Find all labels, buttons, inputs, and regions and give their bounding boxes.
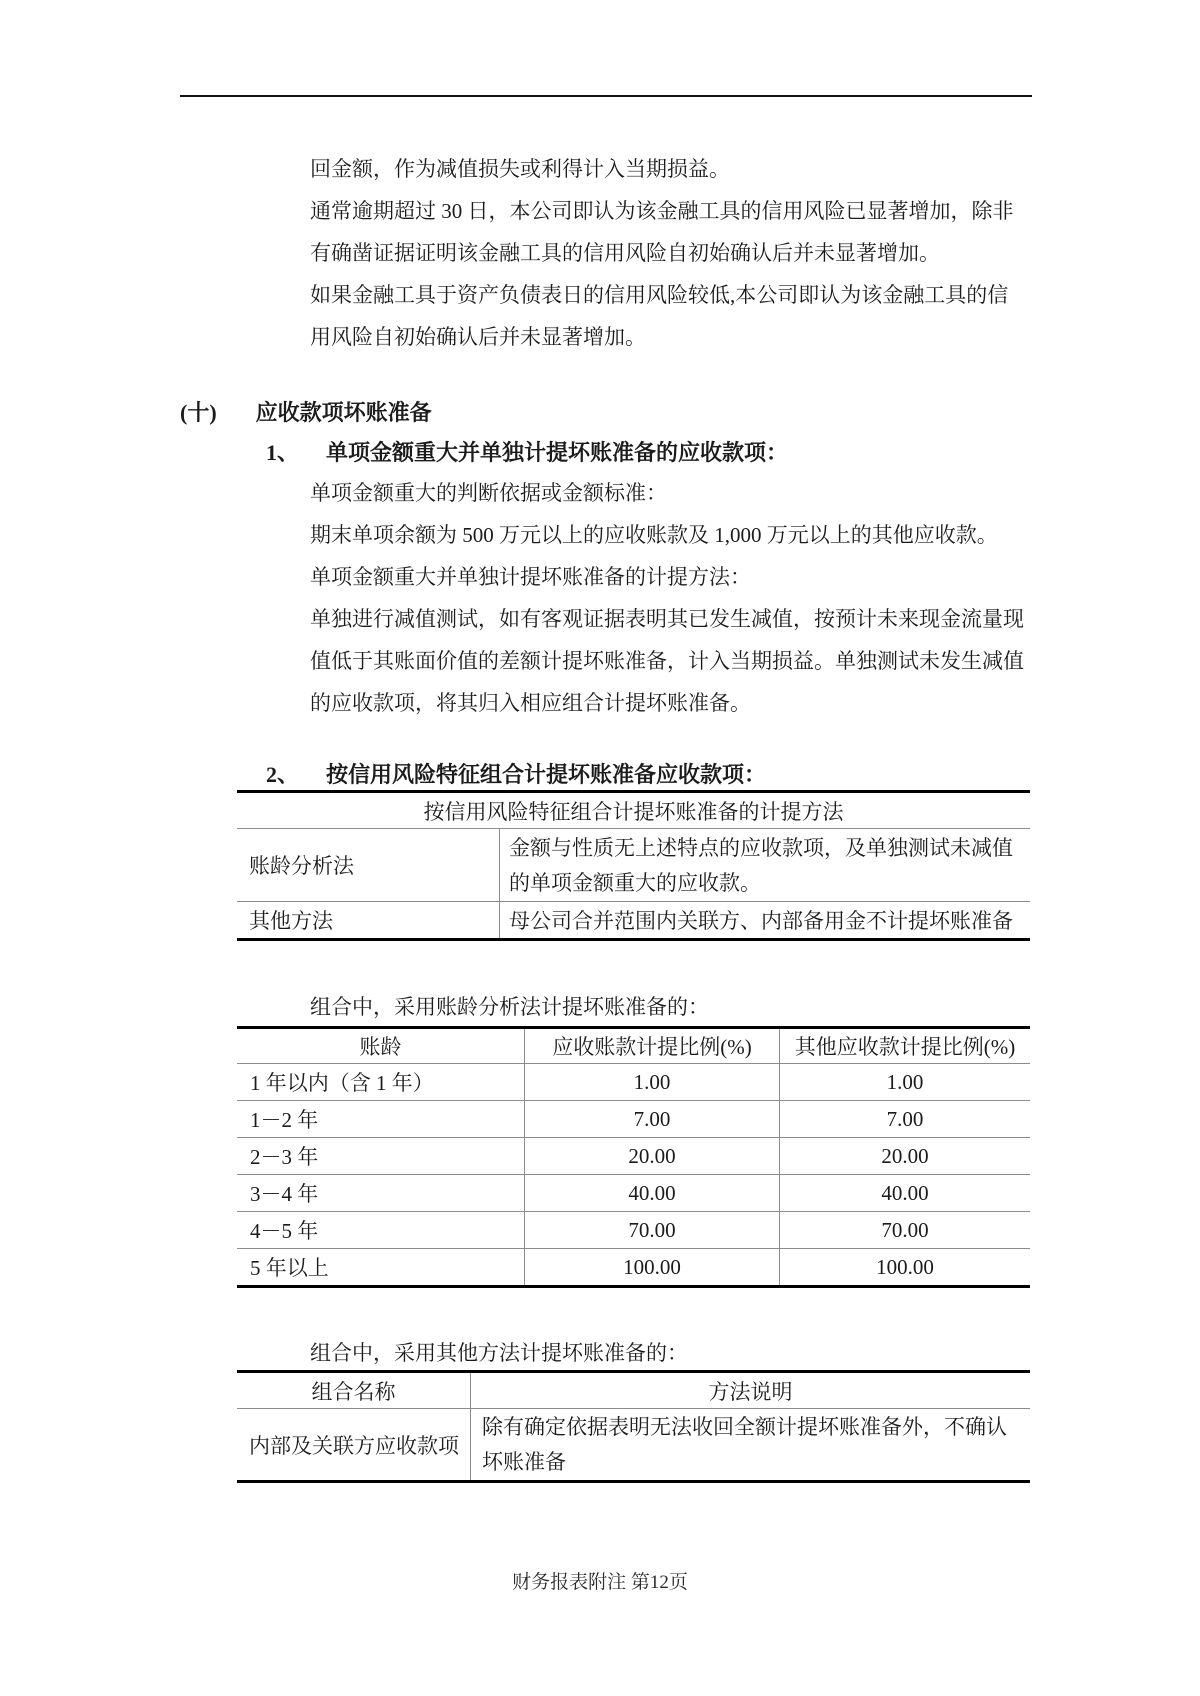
table-cell-method-desc xyxy=(470,1409,1030,1480)
table-header-row xyxy=(237,1373,1030,1408)
method-table xyxy=(237,790,1030,941)
paragraph-line: 有确凿证据证明该金融工具的信用风险自初始确认后并未显著增加。 xyxy=(310,241,940,265)
item1-paragraphs xyxy=(310,472,1024,724)
table-cell-other-ratio: 1.00 xyxy=(779,1064,1030,1100)
table-cell-ar-ratio: 40.00 xyxy=(524,1175,779,1211)
table-cell-aging: 4－5 年 xyxy=(250,1219,319,1243)
table-cell-method-name: 账龄分析法 xyxy=(249,854,354,878)
paragraph-line: 回金额，作为减值损失或利得计入当期损益。 xyxy=(310,157,730,181)
intro-paragraphs xyxy=(310,148,1014,358)
aging-table-label: 组合中，采用账龄分析法计提坏账准备的： xyxy=(310,995,709,1019)
table-cell-method-desc xyxy=(499,829,1030,901)
paragraph-line: 如果金融工具于资产负债表日的信用风险较低,本公司即认为该金融工具的信 xyxy=(310,283,1009,307)
table-row xyxy=(237,1100,1030,1137)
table-cell-aging: 2－3 年 xyxy=(250,1145,319,1169)
table-header-row xyxy=(237,1029,1030,1063)
table-cell-other-ratio: 20.00 xyxy=(779,1138,1030,1174)
table-cell-aging: 3－4 年 xyxy=(250,1182,319,1206)
paragraph-line: 单项金额重大并单独计提坏账准备的计提方法： xyxy=(310,565,751,589)
item1-heading xyxy=(266,438,788,468)
table-row xyxy=(237,901,1030,938)
paragraph-line: 用风险自初始确认后并未显著增加。 xyxy=(310,325,646,349)
column-header-group-name: 组合名称 xyxy=(311,1379,396,1404)
paragraph-line: 的应收款项，将其归入相应组合计提坏账准备。 xyxy=(310,691,751,715)
item2-title: 按信用风险特征组合计提坏账准备应收款项： xyxy=(326,762,767,787)
table-cell-group-name: 内部及关联方应收款项 xyxy=(249,1433,459,1458)
table-row xyxy=(237,828,1030,901)
table-cell-other-ratio: 40.00 xyxy=(779,1175,1030,1211)
table-cell-ar-ratio: 100.00 xyxy=(524,1249,779,1285)
page-footer: 财务报表附注 第12页 xyxy=(512,1572,688,1593)
item2-heading xyxy=(266,760,766,790)
column-header-ar-ratio: 应收账款计提比例(%) xyxy=(524,1029,779,1063)
desc-line: 的单项金额重大的应收款。 xyxy=(509,870,761,895)
other-table-label: 组合中，采用其他方法计提坏账准备的： xyxy=(310,1341,688,1365)
paragraph-line: 期末单项余额为 500 万元以上的应收账款及 1,000 万元以上的其他应收款。 xyxy=(310,523,998,547)
method-table-header: 按信用风险特征组合计提坏账准备的计提方法 xyxy=(423,799,844,824)
table-cell-ar-ratio: 20.00 xyxy=(524,1138,779,1174)
paragraph-line: 单独进行减值测试，如有客观证据表明其已发生减值，按预计未来现金流量现 xyxy=(310,607,1024,631)
item2-number: 2、 xyxy=(266,762,300,787)
table-cell-ar-ratio: 1.00 xyxy=(524,1064,779,1100)
item1-title: 单项金额重大并单独计提坏账准备的应收款项： xyxy=(326,440,789,465)
desc-line: 坏账准备 xyxy=(482,1450,566,1474)
other-method-table xyxy=(237,1370,1030,1483)
table-row xyxy=(237,1174,1030,1211)
table-cell-other-ratio: 100.00 xyxy=(779,1249,1030,1285)
paragraph-line: 值低于其账面价值的差额计提坏账准备，计入当期损益。单独测试未发生减值 xyxy=(310,649,1024,673)
table-cell-aging: 5 年以上 xyxy=(250,1256,329,1280)
table-row xyxy=(237,1408,1030,1480)
paragraph-line: 通常逾期超过 30 日，本公司即认为该金融工具的信用风险已显著增加，除非 xyxy=(310,199,1014,223)
table-cell-aging: 1 年以内（含 1 年） xyxy=(250,1071,434,1095)
section-number: (十) xyxy=(180,400,217,425)
item1-number: 1、 xyxy=(266,440,300,465)
table-row xyxy=(237,1063,1030,1100)
table-cell-method-name: 其他方法 xyxy=(249,909,333,933)
header-rule xyxy=(180,95,1032,97)
table-cell-aging: 1－2 年 xyxy=(250,1108,319,1132)
table-cell-ar-ratio: 70.00 xyxy=(524,1212,779,1248)
paragraph-line: 单项金额重大的判断依据或金额标准： xyxy=(310,481,667,505)
desc-line: 金额与性质无上述特点的应收款项，及单独测试未减值 xyxy=(509,835,1013,860)
table-cell-other-ratio: 7.00 xyxy=(779,1101,1030,1137)
table-row xyxy=(237,1137,1030,1174)
column-header-other-ratio: 其他应收款计提比例(%) xyxy=(779,1029,1030,1063)
column-header-aging: 账龄 xyxy=(359,1035,402,1059)
table-cell-ar-ratio: 7.00 xyxy=(524,1101,779,1137)
table-row xyxy=(237,1248,1030,1285)
section-heading xyxy=(180,398,432,428)
section-title: 应收款项坏账准备 xyxy=(255,400,432,425)
table-row xyxy=(237,1211,1030,1248)
column-header-method-desc: 方法说明 xyxy=(470,1373,1030,1408)
table-cell-other-ratio: 70.00 xyxy=(779,1212,1030,1248)
aging-table xyxy=(237,1026,1030,1288)
desc-line: 除有确定依据表明无法收回全额计提坏账准备外，不确认 xyxy=(482,1415,1007,1439)
table-cell-method-desc: 母公司合并范围内关联方、内部备用金不计提坏账准备 xyxy=(499,902,1030,938)
